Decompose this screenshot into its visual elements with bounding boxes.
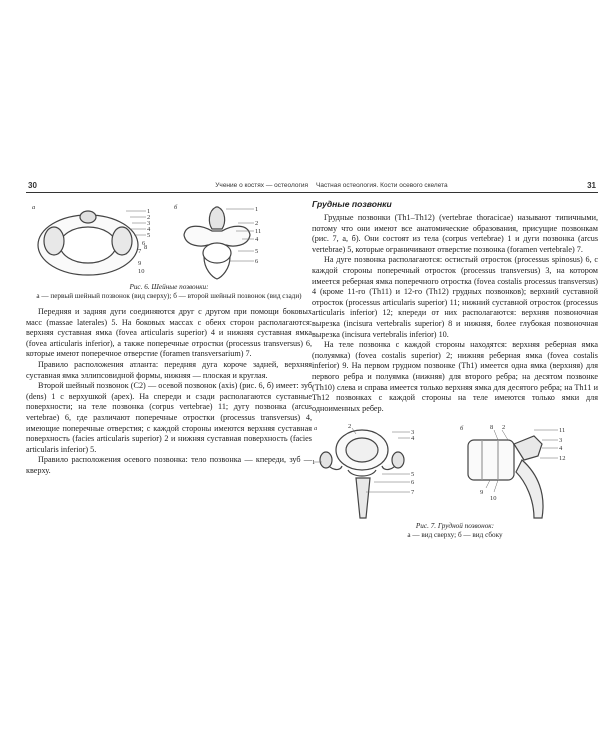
figure-6-drawing — [26, 201, 312, 283]
fig6a-label-2: 2 — [147, 214, 151, 221]
fig7b-label-4: 4 — [559, 445, 563, 453]
fig7b-label-8: 8 — [490, 424, 494, 432]
fig6b-label-11: 11 — [255, 228, 262, 235]
page-number-right: 31 — [587, 181, 596, 190]
fig7-panel-a: а — [314, 425, 318, 433]
figure-6-caption-text: а — первый шейный позвонок (вид сверху); б — второй шейный позвонок (вид сзади) — [36, 292, 302, 300]
fig6a-label-10: 10 — [138, 268, 145, 275]
right-body-text — [312, 213, 598, 414]
fig7a-label-2: 2 — [348, 423, 352, 431]
running-header-left — [26, 180, 312, 193]
fig6-panel-b: б — [174, 204, 178, 211]
fig7a-label-5: 5 — [411, 471, 415, 479]
right-page — [312, 180, 598, 540]
thoracic-side-drawing — [468, 436, 543, 518]
right-paragraph-3: На теле позвонка с каждой стороны находятся: верхняя реберная ямка (полуямка) (fovea costalis superior) 2; нижняя реберная ямка (fovea costalis inferior) 9. На первом грудном позвонке (Th1) имеется одна ямка (верхняя) для первого ребра и полуямка (нижняя) для второго ребра; на десятом позвонке (Th10) слева и справа имеется только верхняя ямка для десятого ребра; на Th11 и Th12 позвонках с каждой стороны на теле имеются только ямки для одноименных ребер. — [312, 340, 598, 413]
left-paragraph-2: Правило расположения атланта: передняя дуга короче задней, верхняя суставная ямка эллипсовидной формы, нижняя — плоская и круглая. — [26, 359, 312, 380]
right-paragraph-2: На дуге позвонка располагаются: остистый отросток (processus spinosus) 6, с каждой стороны поперечный отросток (processus transversus) 3, на котором имеется реберная ямка поперечного отростка (fovea costalis processus transversus) 4 (кроме 11-го (Th11) и 12-го (Th12) грудных позвонков); верхний суставной отросток (processus articularis superior) 11; нижний суставной отросток (processus articularis inferior) 12; кпереди от них располагаются: верхняя позвоночная вырезка (incisura vertebralis superior) 8 и нижняя, более глубокая позвоночная вырезка (incisura vertebralis inferior) 10. — [312, 255, 598, 339]
fig7a-label-7: 7 — [411, 489, 415, 497]
fig7b-label-2: 2 — [502, 424, 506, 432]
fig7b-label-9: 9 — [480, 489, 484, 497]
fig6a-label-5: 5 — [147, 232, 151, 239]
fig6a-label-7: 7 — [138, 248, 142, 255]
figure-7-caption-title: Рис. 7. Грудной позвонок: — [415, 522, 495, 531]
fig6a-label-3: 3 — [147, 220, 151, 227]
figure-7-caption — [312, 522, 598, 540]
fig6a-label-1: 1 — [147, 208, 151, 215]
running-title-left: Учение о костях — остеология — [215, 182, 308, 189]
fig6-panel-a: а — [32, 204, 36, 211]
section-heading: Грудные позвонки — [312, 199, 392, 209]
fig6b-label-6: 6 — [255, 258, 259, 265]
right-paragraph-1: Грудные позвонки (Th1–Th12) (vertebrae thoracicae) называют типичными, потому что они имеют все анатомические образования, присущие позвонкам (рис. 7, а, б). Они состоят из тела (corpus vertebrae) 1 и дуги позвонка (arcus vertebrae) 5, которые ограничивают отверстие позвонка (foramen vertebrale) 7. — [312, 213, 598, 254]
figure-6 — [26, 201, 312, 283]
fig7-panel-b: б — [460, 425, 464, 433]
fig6b-label-4: 4 — [255, 236, 259, 243]
left-paragraph-1: Передняя и задняя дуги соединяются друг с другом при помощи боковых масс (massae laterales) 5. На боковых массах с обеих сторон располагаются: верхняя суставная ямка (fovea articularis superior) 4 и нижняя суставная ямка (fovea articularis inferior), а также поперечные отростки (processus transversus) 6, которые имеют поперечное отверстие (foramen transversarium) 7. — [26, 307, 312, 359]
left-body-text — [26, 307, 312, 477]
figure-6-caption — [26, 283, 312, 301]
running-header-right — [312, 180, 598, 193]
figure-7 — [312, 422, 598, 522]
fig7b-label-3: 3 — [559, 437, 563, 445]
fig7a-label-3: 3 — [411, 429, 415, 437]
left-page — [26, 180, 312, 477]
page-number-left: 30 — [28, 181, 37, 190]
atlas-drawing — [38, 211, 138, 275]
fig6a-label-4: 4 — [147, 226, 151, 233]
fig6b-label-1: 1 — [255, 206, 259, 213]
fig7b-label-11: 11 — [559, 427, 566, 435]
figure-7-caption-text: а — вид сверху; б — вид сбоку — [407, 531, 503, 540]
figure-6-caption-title: Рис. 6. Шейные позвонки: — [129, 283, 209, 291]
fig6b-label-2: 2 — [255, 220, 259, 227]
fig7b-label-10: 10 — [490, 495, 497, 503]
axis-drawing — [184, 207, 250, 279]
fig6b-label-5: 5 — [255, 248, 259, 255]
left-paragraph-3: Второй шейный позвонок (C2) — осевой позвонок (axis) (рис. 6, б) имеет: зуб (dens) 1 с верхушкой (apex). На спереди и сзади располагаются суставные поверхности; на теле позвонка (corpus vertebrae) 11; дугу позвонка (arcus vertebrae) 6, где различают поперечные отростки (processus transversus) 4, имеющие поперечные отверстия; с каждой стороны имеются верхняя суставная поверхность (facies articularis superior) 2 и нижняя суставная поверхность (facies articularis inferior) 5. — [26, 381, 312, 454]
fig7a-label-4: 4 — [411, 435, 415, 443]
left-paragraph-4: Правило расположения осевого позвонка: тело позвонка — кпереди, зуб — кверху. — [26, 455, 312, 475]
fig6a-label-6: 6 — [142, 240, 146, 247]
fig7a-label-1: 1 — [312, 459, 316, 467]
fig7b-label-12: 12 — [559, 455, 566, 463]
fig6a-label-8: 8 — [144, 244, 148, 251]
fig6a-label-9: 9 — [138, 260, 142, 267]
running-title-right: Частная остеология. Кости осевого скелета — [316, 182, 448, 189]
fig7a-label-6: 6 — [411, 479, 415, 487]
figure-7-drawing — [312, 422, 598, 522]
